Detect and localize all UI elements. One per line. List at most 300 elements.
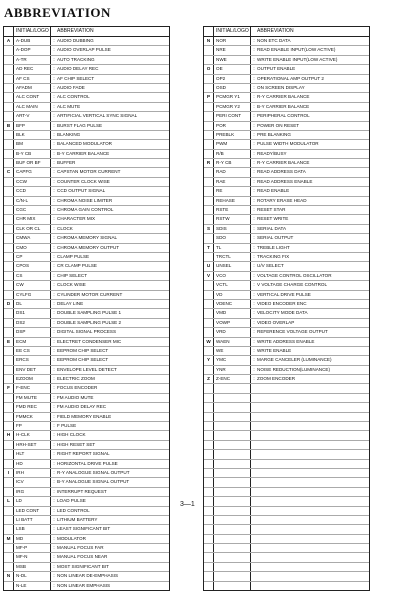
separator: : [53, 216, 55, 222]
table-row [204, 469, 369, 478]
separator: : [53, 563, 55, 569]
index-letter: L [7, 498, 10, 504]
table-row [204, 563, 369, 572]
abbreviation-code: B-Y CB [13, 150, 51, 158]
separator: : [53, 582, 55, 588]
abbreviation-meaning: NON ETC DATA [257, 38, 291, 43]
index-letter [4, 281, 13, 289]
abbreviation-meaning: FOCUS ENCODER [57, 385, 98, 391]
abbreviation-meaning: TRACKING FIX [257, 253, 290, 259]
index-letter: U [206, 263, 211, 269]
abbreviation-meaning: VERTICAL DRIVE PULSE [257, 291, 311, 297]
abbreviation-meaning: U/V SELECT [257, 263, 284, 269]
abbreviation-meaning: VOLTAGE CONTROL OSCILLATOR [257, 272, 332, 278]
abbreviation-meaning [257, 488, 369, 496]
index-letter [4, 225, 13, 233]
separator: : [253, 38, 255, 43]
abbreviation-code: TL [213, 244, 251, 252]
separator: : [253, 66, 255, 72]
abbreviation-code: FM MUTE [13, 394, 51, 402]
table-row [204, 488, 369, 497]
abbreviation-code: ENV DET [13, 366, 51, 374]
index-letter [204, 535, 213, 543]
abbreviation-meaning [257, 431, 369, 439]
index-letter [204, 253, 213, 261]
index-letter [4, 328, 13, 336]
index-letter: T [207, 244, 210, 250]
table-row [4, 544, 169, 553]
index-letter [204, 140, 213, 148]
separator: : [53, 319, 55, 325]
separator: : [253, 338, 255, 344]
index-letter [4, 544, 13, 552]
header-letter-cell [204, 27, 213, 36]
index-letter [204, 394, 213, 402]
separator: : [53, 47, 55, 53]
abbreviation-meaning: LEAST SIGNIFICANT BIT [57, 526, 111, 532]
table-row [204, 356, 369, 365]
separator: : [253, 47, 255, 53]
abbreviation-meaning [257, 544, 369, 552]
index-letter [4, 206, 13, 214]
abbreviation-meaning: WRITE ENABLE INPUT(LOW ACTIVE) [257, 56, 338, 62]
abbreviation-meaning: BURST FLAG PULSE [57, 122, 103, 128]
index-letter [4, 488, 13, 496]
table-row [204, 178, 369, 187]
index-letter [4, 253, 13, 261]
index-letter [204, 347, 213, 355]
index-letter [204, 384, 213, 392]
abbreviation-meaning: VIDEO OVERLAP [257, 319, 295, 325]
index-letter [4, 450, 13, 458]
abbreviation-meaning: LITHIUM BATTERY [57, 516, 98, 522]
table-row [4, 131, 169, 140]
abbreviation-meaning [257, 582, 369, 590]
separator: : [53, 188, 55, 194]
abbreviation-meaning: ARTIFICIAL VERTICAL SYNC SIGNAL [57, 113, 138, 119]
abbreviation-meaning: TREBLE LIGHT [257, 244, 290, 250]
separator: : [53, 122, 55, 128]
index-letter: N [206, 38, 211, 43]
index-letter [4, 422, 13, 430]
separator: : [53, 554, 55, 560]
abbreviation-code [213, 431, 251, 439]
table-row [204, 234, 369, 243]
abbreviation-code: SDO [213, 234, 251, 242]
table-row [204, 140, 369, 149]
abbreviation-meaning: ROTARY ERASE HEAD [257, 197, 307, 203]
abbreviation-meaning: NOISE REDUCTION(LUMINANCE) [257, 366, 330, 372]
table-row [4, 300, 169, 309]
table-row [4, 178, 169, 187]
table-row [204, 253, 369, 262]
separator: : [53, 103, 55, 109]
table-row [4, 507, 169, 516]
index-letter [204, 234, 213, 242]
abbreviation-code: CGC [13, 206, 51, 214]
abbreviation-code: YMC [213, 356, 251, 364]
separator: : [53, 516, 55, 522]
abbreviation-code [213, 403, 251, 411]
index-letter [4, 197, 13, 205]
separator: : [253, 272, 255, 278]
table-row [204, 75, 369, 84]
separator: : [53, 160, 55, 166]
abbreviation-code: RE [213, 187, 251, 195]
abbreviation-code: PWM [213, 140, 251, 148]
separator: : [253, 366, 255, 372]
abbreviation-code [213, 460, 251, 468]
separator: : [253, 225, 255, 231]
separator: : [53, 488, 55, 494]
separator: : [53, 469, 55, 475]
table-row [204, 516, 369, 525]
index-letter [4, 347, 13, 355]
abbreviation-meaning [257, 507, 369, 515]
index-letter [204, 488, 213, 496]
abbreviation-meaning: BLANKING [57, 131, 81, 137]
separator: : [53, 385, 55, 391]
table-row [204, 93, 369, 102]
abbreviation-code: OSD [213, 84, 251, 92]
abbreviation-code: LSB [13, 525, 51, 533]
index-letter [4, 93, 13, 101]
abbreviation-code: NWE [213, 56, 251, 64]
abbreviation-meaning: READ ADDRESS DATA [257, 169, 306, 175]
abbreviation-code [213, 572, 251, 580]
separator: : [253, 235, 255, 241]
separator: : [53, 282, 55, 288]
index-letter: P [206, 94, 211, 100]
abbreviation-code: VCO [213, 272, 251, 280]
table-header [204, 27, 369, 37]
header-meaning: ABBREVIATION [57, 28, 94, 34]
table-row [4, 384, 169, 393]
separator: : [253, 357, 255, 363]
separator: : [53, 451, 55, 457]
abbreviation-meaning: COUNTER CLOCK WISE [57, 178, 110, 184]
separator: : [253, 329, 255, 335]
abbreviation-code: ERCS [13, 356, 51, 364]
abbreviation-table-left [3, 26, 170, 591]
abbreviation-meaning: F PULSE [57, 423, 77, 429]
header-code: INITIAL/LOGO [13, 27, 51, 36]
abbreviation-meaning: LED CONTROL [57, 507, 90, 513]
table-row [204, 403, 369, 412]
separator: : [53, 404, 55, 410]
table-row [4, 516, 169, 525]
table-row [4, 272, 169, 281]
abbreviation-meaning: CCD OUTPUT SIGNAL [57, 188, 106, 194]
separator: : [53, 131, 55, 137]
separator: : [253, 56, 255, 62]
abbreviation-meaning: CHARACTER MIX [57, 216, 96, 222]
abbreviation-meaning: BUFFER [57, 160, 76, 166]
abbreviation-meaning: PULSE WIDTH MODULATOR [257, 141, 319, 147]
abbreviation-meaning: CHROMA MEMORY OUTPUT [57, 244, 120, 250]
abbreviation-code: SDIS [213, 225, 251, 233]
abbreviation-meaning: ALC MUTE [57, 103, 81, 109]
separator: : [53, 507, 55, 513]
page-number: 3—1 [180, 501, 195, 508]
separator: : [253, 319, 255, 325]
table-row [4, 197, 169, 206]
abbreviation-meaning: RESET WRITE [257, 216, 289, 222]
abbreviation-meaning [257, 384, 369, 392]
table-row [204, 300, 369, 309]
index-letter [4, 215, 13, 223]
abbreviation-meaning: DOUBLE SAMPLING PULSE 2 [57, 319, 122, 325]
abbreviation-code [213, 563, 251, 571]
separator: : [253, 103, 255, 109]
index-letter: A [6, 38, 11, 43]
table-row [204, 507, 369, 516]
abbreviation-meaning: AUTO TRACKING [57, 56, 95, 62]
table-row [204, 450, 369, 459]
abbreviation-code: CW [13, 281, 51, 289]
separator: : [53, 56, 55, 62]
table-row [4, 356, 169, 365]
abbreviation-code: NRE [213, 46, 251, 54]
abbreviation-code [213, 553, 251, 561]
index-letter [204, 215, 213, 223]
separator: : [53, 207, 55, 213]
abbreviation-meaning: CHROMA MEMORY SIGNAL [57, 235, 118, 241]
abbreviation-meaning: CLOCK WISE [57, 282, 86, 288]
abbreviation-meaning [257, 563, 369, 571]
index-letter [204, 103, 213, 111]
header-letter-cell [4, 27, 13, 36]
separator: : [53, 235, 55, 241]
header-code: INITIAL/LOGO [213, 27, 251, 36]
index-letter [204, 84, 213, 92]
table-row [204, 582, 369, 590]
abbreviation-code [213, 497, 251, 505]
separator: : [253, 253, 255, 259]
table-row [4, 225, 169, 234]
abbreviation-code: RAE [213, 178, 251, 186]
table-row [204, 112, 369, 121]
table-row [204, 309, 369, 318]
abbreviation-code: IRH [13, 469, 51, 477]
index-letter: H [6, 432, 11, 438]
table-row [204, 328, 369, 337]
separator: : [53, 366, 55, 372]
table-row [4, 422, 169, 431]
index-letter [204, 122, 213, 130]
index-letter [4, 441, 13, 449]
table-row [4, 563, 169, 572]
abbreviation-code: CYLFG [13, 291, 51, 299]
index-letter [204, 187, 213, 195]
index-letter [4, 159, 13, 167]
abbreviation-code: CPOS [13, 262, 51, 270]
abbreviation-code: PERI CONT [213, 112, 251, 120]
index-letter [204, 112, 213, 120]
table-row [4, 253, 169, 262]
separator: : [253, 376, 255, 382]
abbreviation-code: OE [213, 65, 251, 73]
index-letter [204, 431, 213, 439]
index-letter [204, 563, 213, 571]
index-letter [4, 413, 13, 421]
separator: : [53, 479, 55, 485]
index-letter [4, 272, 13, 280]
abbreviation-meaning [257, 394, 369, 402]
index-letter [4, 65, 13, 73]
table-row [204, 37, 369, 46]
separator: : [253, 131, 255, 137]
abbreviation-code: CP [13, 253, 51, 261]
separator: : [53, 94, 55, 100]
table-row [204, 262, 369, 271]
separator: : [253, 263, 255, 269]
abbreviation-meaning: CR CLAMP PULSE [57, 263, 97, 269]
abbreviation-meaning: CHROMA GAIN CONTROL [57, 207, 114, 213]
table-row [4, 403, 169, 412]
separator: : [53, 498, 55, 504]
table-row [204, 281, 369, 290]
abbreviation-code: H-CLK [13, 431, 51, 439]
abbreviation-meaning: CAPSTAN MOTOR CURRENT [57, 169, 121, 175]
abbreviation-code: BLK [13, 131, 51, 139]
index-letter [204, 281, 213, 289]
table-row [4, 319, 169, 328]
table-row [4, 122, 169, 131]
abbreviation-meaning: AUDIO FADE [57, 84, 85, 90]
index-letter [4, 46, 13, 54]
index-letter [204, 46, 213, 54]
table-row [4, 478, 169, 487]
table-row [204, 413, 369, 422]
index-letter [204, 507, 213, 515]
index-letter [204, 553, 213, 561]
index-letter [204, 309, 213, 317]
abbreviation-meaning: CYLINDER MOTOR CURRENT [57, 291, 123, 297]
abbreviation-code: MSB [13, 563, 51, 571]
abbreviation-code: N-LE [13, 582, 51, 590]
abbreviation-code [213, 450, 251, 458]
table-row [204, 535, 369, 544]
separator: : [253, 75, 255, 81]
abbreviation-code: RSTE [213, 206, 251, 214]
table-row [204, 187, 369, 196]
table-row [4, 159, 169, 168]
abbreviation-meaning: CLAMP PULSE [57, 253, 90, 259]
abbreviation-code: VOWP [213, 319, 251, 327]
table-row [4, 431, 169, 440]
abbreviation-meaning: FIELD MEMORY ENABLE [57, 413, 112, 419]
abbreviation-code: AD REC [13, 65, 51, 73]
table-row [204, 215, 369, 224]
index-letter [4, 460, 13, 468]
abbreviation-meaning: EEPROM CHIP SELECT [57, 347, 109, 353]
table-row [204, 291, 369, 300]
separator: : [253, 188, 255, 194]
table-row [4, 262, 169, 271]
abbreviation-meaning [257, 572, 369, 580]
table-row [204, 431, 369, 440]
abbreviation-meaning [257, 516, 369, 524]
abbreviation-code: RSTW [213, 215, 251, 223]
abbreviation-code: CHR MIX [13, 215, 51, 223]
index-letter [4, 366, 13, 374]
separator: : [253, 197, 255, 203]
abbreviation-code: VCTL [213, 281, 251, 289]
separator: : [53, 441, 55, 447]
abbreviation-code [213, 582, 251, 590]
index-letter [4, 103, 13, 111]
abbreviation-meaning: VIDEO ENCODER ENC [257, 300, 307, 306]
abbreviation-meaning [257, 441, 369, 449]
table-row [4, 37, 169, 46]
abbreviation-meaning: MANUAL FOCUS NEAR [57, 554, 108, 560]
abbreviation-code: OP2 [213, 75, 251, 83]
abbreviation-meaning: SERIAL DATA [257, 225, 287, 231]
table-row [4, 497, 169, 506]
abbreviation-code: RAD [213, 168, 251, 176]
table-row [4, 140, 169, 149]
abbreviation-code [213, 544, 251, 552]
abbreviation-code: LD [13, 497, 51, 505]
table-row [4, 56, 169, 65]
abbreviation-meaning: RIGHT REPORT SIGNAL [57, 451, 110, 457]
abbreviation-meaning: AUDIO OVERLAP PULSE [57, 47, 111, 53]
table-row [4, 206, 169, 215]
separator: : [53, 75, 55, 81]
abbreviation-meaning: ON SCREEN DISPLAY [257, 84, 305, 90]
table-row [4, 281, 169, 290]
index-letter: V [206, 272, 211, 278]
index-letter [4, 56, 13, 64]
index-letter [204, 478, 213, 486]
index-letter: Z [207, 376, 210, 382]
abbreviation-meaning: WRITE ENABLE [257, 347, 292, 353]
separator: : [53, 263, 55, 269]
index-letter [204, 56, 213, 64]
abbreviation-code [213, 507, 251, 515]
abbreviation-code: A-DUB [13, 37, 51, 45]
separator: : [253, 122, 255, 128]
separator: : [53, 225, 55, 231]
abbreviation-code: HD [13, 460, 51, 468]
abbreviation-meaning [257, 535, 369, 543]
abbreviation-meaning: MODULATOR [57, 535, 86, 541]
index-letter [204, 150, 213, 158]
abbreviation-code: PCMGR Y2 [213, 103, 251, 111]
table-row [4, 46, 169, 55]
table-row [204, 384, 369, 393]
abbreviation-code: IRG [13, 488, 51, 496]
table-row [4, 347, 169, 356]
index-letter: B [6, 122, 11, 128]
abbreviation-meaning [257, 525, 369, 533]
table-row [204, 553, 369, 562]
abbreviation-code: F-ENC [13, 384, 51, 392]
separator: : [253, 84, 255, 90]
abbreviation-code: HLT [13, 450, 51, 458]
index-letter [4, 563, 13, 571]
index-letter [4, 187, 13, 195]
abbreviation-code: ICV [13, 478, 51, 486]
index-letter [204, 206, 213, 214]
table-row [4, 375, 169, 384]
abbreviation-meaning [257, 478, 369, 486]
separator: : [253, 169, 255, 175]
table-row [4, 168, 169, 177]
abbreviation-code: MF-N [13, 553, 51, 561]
index-letter [4, 75, 13, 83]
